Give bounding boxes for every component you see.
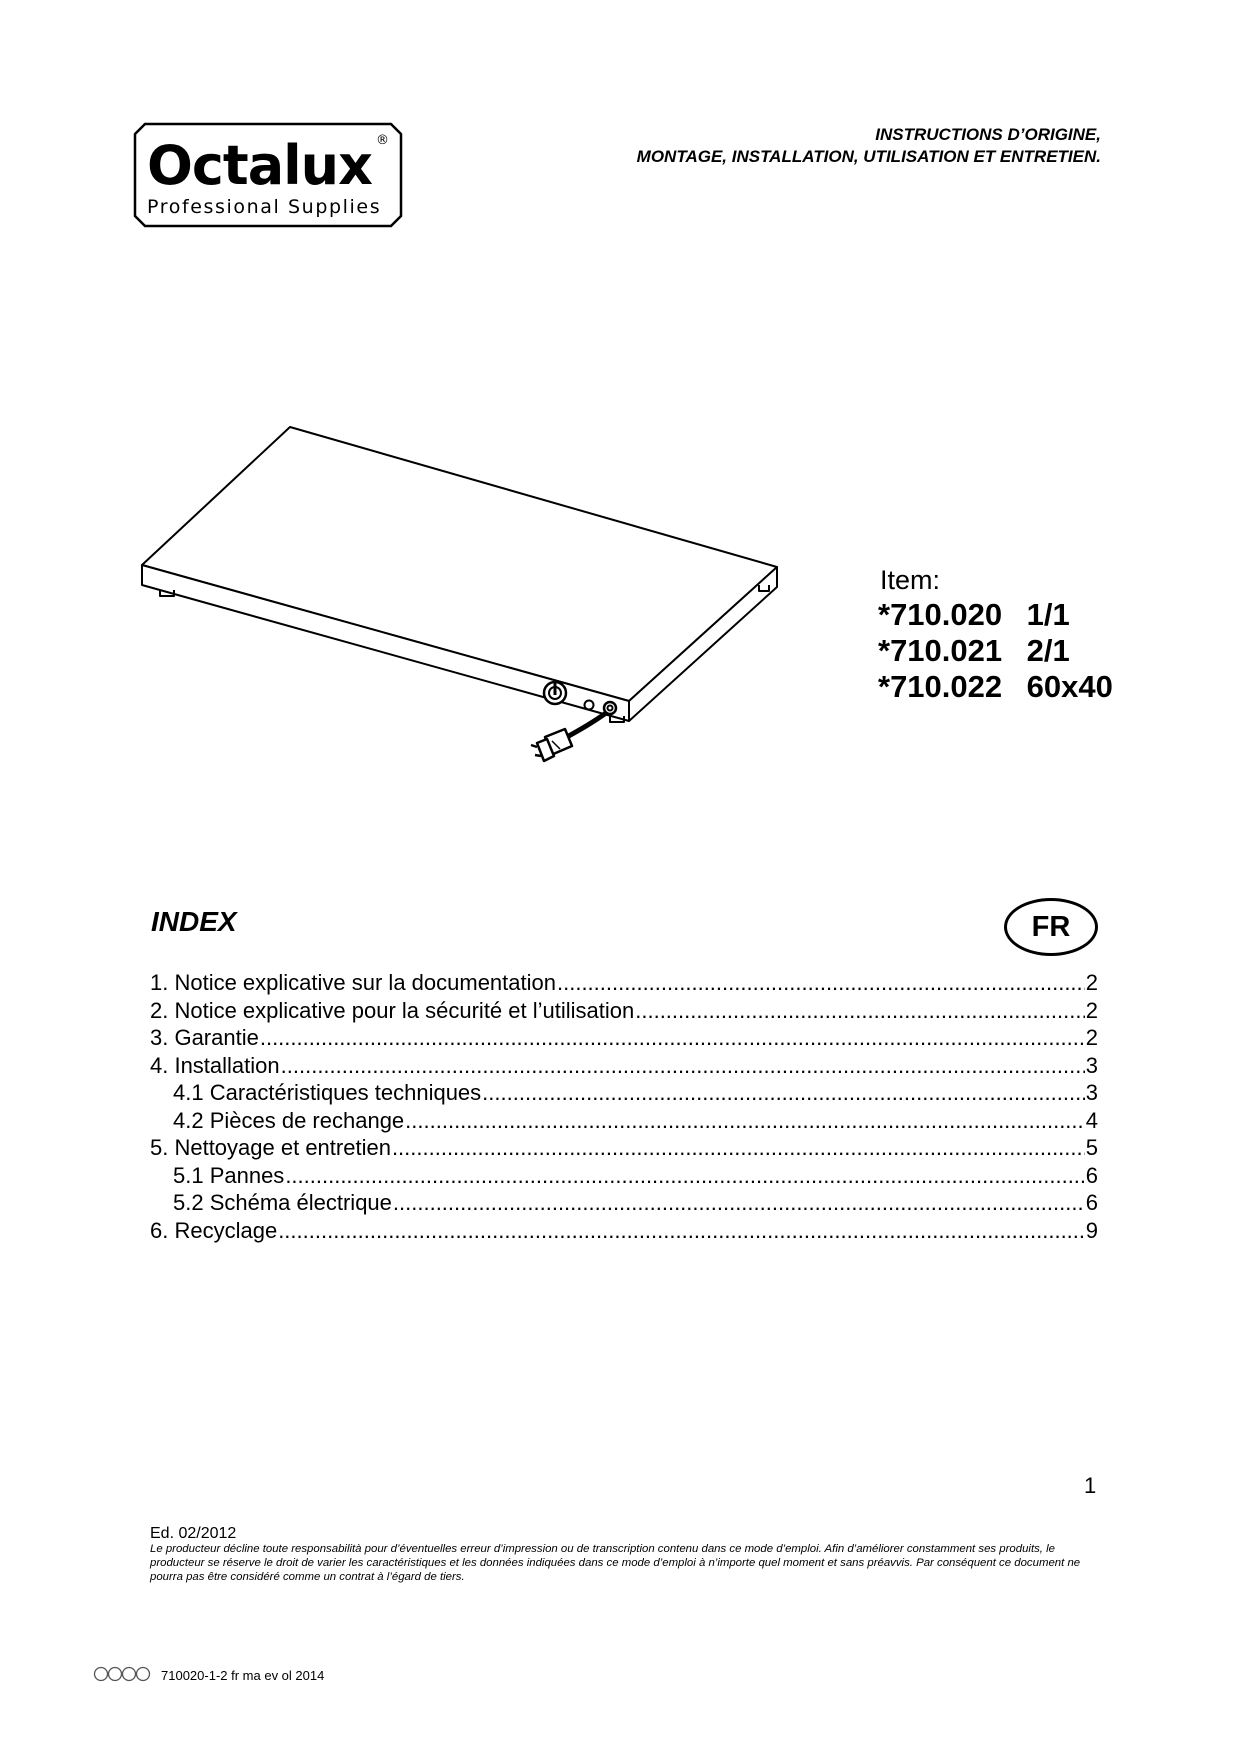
toc-entry-page: 3	[1085, 1080, 1098, 1105]
toc-entry-title: 1. Notice explicative sur la documentation	[150, 970, 556, 995]
item-model-row	[878, 633, 1113, 669]
toc-entry-title: 3. Garantie	[150, 1025, 259, 1050]
language-badge: FR	[1004, 898, 1098, 956]
toc-entry[interactable]	[150, 1025, 1098, 1053]
toc-entry-title: 6. Recyclage	[150, 1217, 278, 1243]
toc-entry-page: 6	[1085, 1190, 1098, 1215]
item-model-row	[878, 597, 1113, 633]
header-line-1: INSTRUCTIONS D’ORIGINE,	[875, 125, 1101, 144]
header-line-2: MONTAGE, INSTALLATION, UTILISATION ET ENTRETIEN.	[636, 147, 1101, 166]
toc-leader-dots	[285, 1163, 1084, 1189]
toc-leader-dots	[557, 970, 1085, 996]
toc-subentry[interactable]	[150, 1190, 1098, 1218]
brand-logo	[133, 122, 403, 228]
toc-entry-page: 4	[1085, 1107, 1098, 1133]
toc-entry-page: 2	[1085, 997, 1098, 1023]
document-footer	[93, 1666, 324, 1685]
toc-entry-page: 5	[1085, 1135, 1098, 1160]
toc-entry-title: 2. Notice explicative pour la sécurité et l’utilisation	[150, 997, 635, 1023]
toc-entry[interactable]	[150, 1053, 1098, 1081]
power-plug-icon	[531, 729, 572, 761]
toc-leader-dots	[260, 1025, 1085, 1051]
toc-entry-page: 2	[1085, 970, 1098, 995]
toc-leader-dots	[635, 998, 1085, 1024]
legal-disclaimer: Le producteur décline toute responsabilità pour d’éventuelles erreur d’impression ou de transcription contenu dans ce mode d’emploi. Afin d’améliorer constamment ses produits, le producteur se réserve le droit de varier les caractéristiques et les données indiquées dans ce mode d’emploi à n’importe quel moment et sans préavvis. Par conséquent ce document ne pourra pas être considéré comme un contrat à l’égard de tiers.	[150, 1543, 1081, 1583]
toc-leader-dots	[482, 1080, 1085, 1106]
item-model-code: *710.020	[878, 597, 1003, 632]
toc-entry-page: 3	[1085, 1052, 1098, 1078]
toc-entry-page: 9	[1085, 1217, 1098, 1243]
item-model-size: 60x40	[1026, 669, 1113, 704]
toc-leader-dots	[393, 1190, 1085, 1216]
item-model-row	[878, 669, 1113, 705]
logo-brand-text: Octalux	[147, 134, 372, 197]
table-of-contents	[150, 970, 1098, 1245]
toc-leader-dots	[405, 1108, 1085, 1134]
toc-entry-title: 5.1 Pannes	[173, 1162, 285, 1188]
toc-entry-title: 5. Nettoyage et entretien	[150, 1135, 391, 1160]
toc-entry[interactable]	[150, 998, 1098, 1026]
toc-entry[interactable]	[150, 1218, 1098, 1246]
toc-subentry[interactable]	[150, 1080, 1098, 1108]
toc-entry-title: 4.1 Caractéristiques techniques	[173, 1080, 482, 1105]
toc-subentry[interactable]	[150, 1163, 1098, 1191]
toc-entry-page: 2	[1085, 1025, 1098, 1050]
footer-document-code: 710020-1-2 fr ma ev ol 2014	[161, 1668, 325, 1683]
logo-registered-mark: ®	[376, 133, 389, 148]
item-model-code: *710.022	[878, 669, 1003, 704]
edition-label: Ed. 02/2012	[150, 1525, 237, 1542]
toc-leader-dots	[278, 1218, 1085, 1244]
toc-subentry[interactable]	[150, 1108, 1098, 1136]
item-label: Item:	[880, 565, 941, 595]
item-model-code: *710.021	[878, 633, 1003, 668]
index-title: INDEX	[151, 906, 237, 937]
item-models-block	[878, 563, 1113, 705]
toc-entry-page: 6	[1085, 1162, 1098, 1188]
product-illustration	[140, 425, 800, 770]
toc-entry[interactable]	[150, 1135, 1098, 1163]
toc-entry[interactable]	[150, 970, 1098, 998]
toc-leader-dots	[281, 1053, 1085, 1079]
toc-entry-title: 4. Installation	[150, 1052, 280, 1078]
toc-entry-title: 5.2 Schéma électrique	[173, 1190, 392, 1215]
item-model-size: 1/1	[1026, 597, 1070, 632]
toc-entry-title: 4.2 Pièces de rechange	[173, 1107, 405, 1133]
item-model-size: 2/1	[1026, 633, 1070, 668]
thermostat-knob-icon	[544, 682, 566, 704]
four-rings-icon	[93, 1666, 153, 1685]
toc-leader-dots	[392, 1135, 1085, 1161]
document-header	[637, 124, 1101, 168]
page-number: 1	[1084, 1473, 1097, 1498]
logo-tagline: Professional Supplies	[147, 196, 382, 218]
